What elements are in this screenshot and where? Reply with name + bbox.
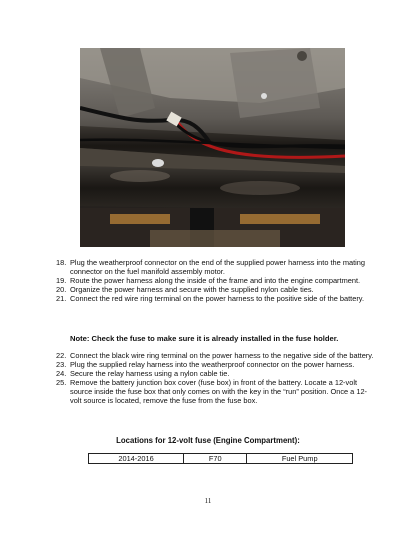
instruction-steps-22-25	[56, 351, 376, 406]
step-text: Secure the relay harness using a nylon cable tie.	[70, 369, 230, 379]
harness-photo-illustration	[80, 48, 345, 247]
step-item	[56, 351, 376, 360]
step-text: Connect the black wire ring terminal on the power harness to the negative side of the battery.	[70, 351, 374, 360]
step-number: 19.	[56, 276, 67, 286]
step-number: 24.	[56, 369, 67, 379]
step-text: Remove the battery junction box cover (fuse box) in front of the battery. Locate a 12-volt source inside the fuse box that only comes on with the key in the “run” position. Once a 12-volt source is located, remove the fuse from the fuse box.	[70, 378, 368, 406]
step-text: Route the power harness along the inside of the frame and into the engine compartment.	[70, 276, 361, 286]
step-item	[56, 258, 376, 276]
table-cell-circuit: Fuel Pump	[247, 454, 353, 464]
step-item	[56, 378, 376, 405]
table-cell-year: 2014-2016	[89, 454, 184, 464]
step-text: Plug the supplied relay harness into the weatherproof connector on the power harness.	[70, 360, 355, 370]
instruction-steps-18-21	[56, 258, 376, 303]
step-number: 18.	[56, 258, 67, 267]
vehicle-underbody-photo	[80, 48, 345, 247]
page-number: 11	[204, 497, 212, 505]
fuse-location-table	[88, 453, 353, 464]
step-number: 21.	[56, 294, 67, 304]
fuse-locations-heading: Locations for 12-volt fuse (Engine Compartment):	[116, 436, 300, 445]
fuse-note: Note: Check the fuse to make sure it is already installed in the fuse holder.	[70, 334, 339, 343]
table-row	[89, 454, 353, 464]
step-item	[56, 276, 376, 285]
step-item	[56, 294, 376, 303]
step-number: 20.	[56, 285, 67, 295]
step-item	[56, 285, 376, 294]
step-number: 22.	[56, 351, 67, 360]
step-text: Plug the weatherproof connector on the end of the supplied power harness into the mating connector on the fuel manifold assembly motor.	[70, 258, 365, 277]
step-text: Organize the power harness and secure with the supplied nylon cable ties.	[70, 285, 314, 295]
step-number: 25.	[56, 378, 67, 388]
step-text: Connect the red wire ring terminal on the power harness to the positive side of the battery.	[70, 294, 365, 304]
step-item	[56, 360, 376, 369]
step-number: 23.	[56, 360, 67, 370]
step-item	[56, 369, 376, 378]
table-cell-fuse: F70	[184, 454, 247, 464]
